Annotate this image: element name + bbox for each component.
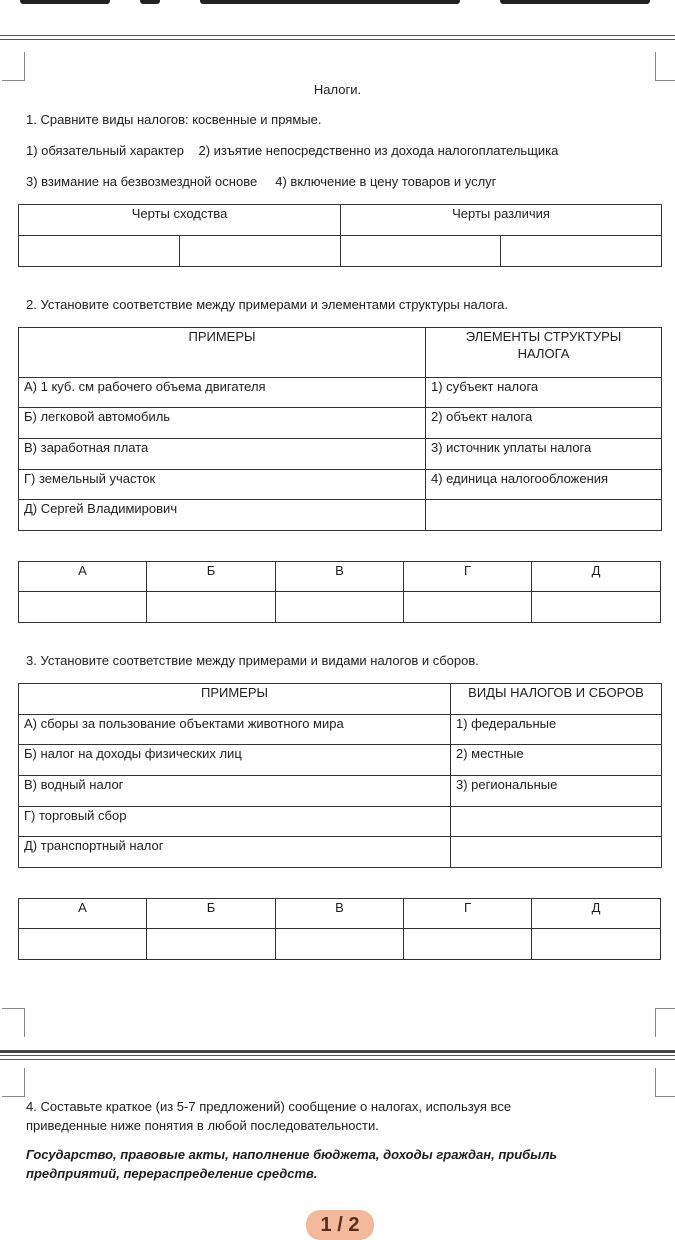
task1-table xyxy=(18,204,662,267)
answer-cell[interactable] xyxy=(341,236,501,267)
answer-cell[interactable] xyxy=(19,592,147,623)
element-cell: 1) субъект налога xyxy=(426,378,662,408)
page-separator xyxy=(0,1055,675,1060)
answer-cell[interactable] xyxy=(147,592,276,623)
answer-letter: Г xyxy=(404,899,532,929)
answer-letter: Д xyxy=(532,562,661,592)
answer-cell[interactable] xyxy=(276,592,404,623)
example-cell: В) водный налог xyxy=(19,776,451,807)
answer-letter: А xyxy=(19,899,147,929)
page-corner-mark xyxy=(655,1068,675,1097)
tax-type-cell: 3) региональные xyxy=(451,776,662,807)
example-cell: Б) легковой автомобиль xyxy=(19,408,426,439)
example-cell: Г) земельный участок xyxy=(19,470,426,500)
task1-options-line1: 1) обязательный характер 2) изъятие непосредственно из дохода налогоплательщика xyxy=(26,143,559,158)
answer-cell[interactable] xyxy=(276,929,404,960)
page-separator xyxy=(0,35,675,40)
page-corner-mark xyxy=(2,52,25,81)
answer-cell[interactable] xyxy=(404,929,532,960)
answer-cell[interactable] xyxy=(19,236,180,267)
element-cell xyxy=(426,500,662,531)
answer-cell[interactable] xyxy=(532,592,661,623)
previous-page-edge xyxy=(0,0,675,10)
element-cell: 3) источник уплаты налога xyxy=(426,439,662,470)
tax-type-cell xyxy=(451,837,662,868)
answer-cell[interactable] xyxy=(404,592,532,623)
task3-answer-table xyxy=(18,898,661,960)
element-cell: 4) единица налогообложения xyxy=(426,470,662,500)
answer-letter: В xyxy=(276,899,404,929)
page-corner-mark xyxy=(655,1008,675,1037)
tax-type-cell: 2) местные xyxy=(451,745,662,776)
task4-heading-line1: 4. Составьте краткое (из 5-7 предложений) сообщение о налогах, используя все xyxy=(26,1099,512,1114)
element-cell: 2) объект налога xyxy=(426,408,662,439)
task4-concepts-line2: предприятий, перераспределение средств. xyxy=(26,1166,318,1181)
example-cell: Г) торговый сбор xyxy=(19,807,451,837)
examples-header: ПРИМЕРЫ xyxy=(19,328,426,378)
examples-header: ПРИМЕРЫ xyxy=(19,684,451,715)
answer-cell[interactable] xyxy=(147,929,276,960)
answer-letter: Б xyxy=(147,899,276,929)
differences-header: Черты различия xyxy=(341,205,662,236)
page-corner-mark xyxy=(2,1068,25,1097)
task1-heading: 1. Сравните виды налогов: косвенные и прямые. xyxy=(26,112,322,127)
example-cell: Б) налог на доходы физических лиц xyxy=(19,745,451,776)
elements-header-line1: ЭЛЕМЕНТЫ СТРУКТУРЫ xyxy=(465,329,622,344)
example-cell: Д) транспортный налог xyxy=(19,837,451,868)
page-title: Налоги. xyxy=(313,82,362,97)
task2-heading: 2. Установите соответствие между примерами и элементами структуры налога. xyxy=(26,297,509,312)
page-separator xyxy=(0,1050,675,1053)
example-cell: А) сборы за пользование объектами животного мира xyxy=(19,715,451,745)
elements-header-line2: НАЛОГА xyxy=(517,346,570,361)
answer-letter: Б xyxy=(147,562,276,592)
answer-letter: А xyxy=(19,562,147,592)
answer-cell[interactable] xyxy=(19,929,147,960)
task4-concepts-line1: Государство, правовые акты, наполнение бюджета, доходы граждан, прибыль xyxy=(26,1147,558,1162)
page-corner-mark xyxy=(655,52,675,81)
example-cell: Д) Сергей Владимирович xyxy=(19,500,426,531)
page-counter-badge[interactable]: 1 / 2 xyxy=(306,1210,374,1240)
answer-cell[interactable] xyxy=(532,929,661,960)
task1-options-line2: 3) взимание на безвозмездной основе 4) включение в цену товаров и услуг xyxy=(26,174,497,189)
elements-header xyxy=(426,328,662,378)
example-cell: В) заработная плата xyxy=(19,439,426,470)
answer-cell[interactable] xyxy=(180,236,341,267)
answer-letter: Г xyxy=(404,562,532,592)
answer-cell[interactable] xyxy=(501,236,662,267)
answer-letter: Д xyxy=(532,899,661,929)
task3-table xyxy=(18,683,662,868)
page-corner-mark xyxy=(2,1008,25,1037)
tax-type-cell xyxy=(451,807,662,837)
task2-table xyxy=(18,327,662,531)
tax-type-cell: 1) федеральные xyxy=(451,715,662,745)
tax-types-header: ВИДЫ НАЛОГОВ И СБОРОВ xyxy=(451,684,662,715)
similarities-header: Черты сходства xyxy=(19,205,341,236)
answer-letter: В xyxy=(276,562,404,592)
task3-heading: 3. Установите соответствие между примерами и видами налогов и сборов. xyxy=(26,653,479,668)
task4-heading-line2: приведенные ниже понятия в любой последовательности. xyxy=(26,1118,379,1133)
example-cell: А) 1 куб. см рабочего объема двигателя xyxy=(19,378,426,408)
task2-answer-table xyxy=(18,561,661,623)
